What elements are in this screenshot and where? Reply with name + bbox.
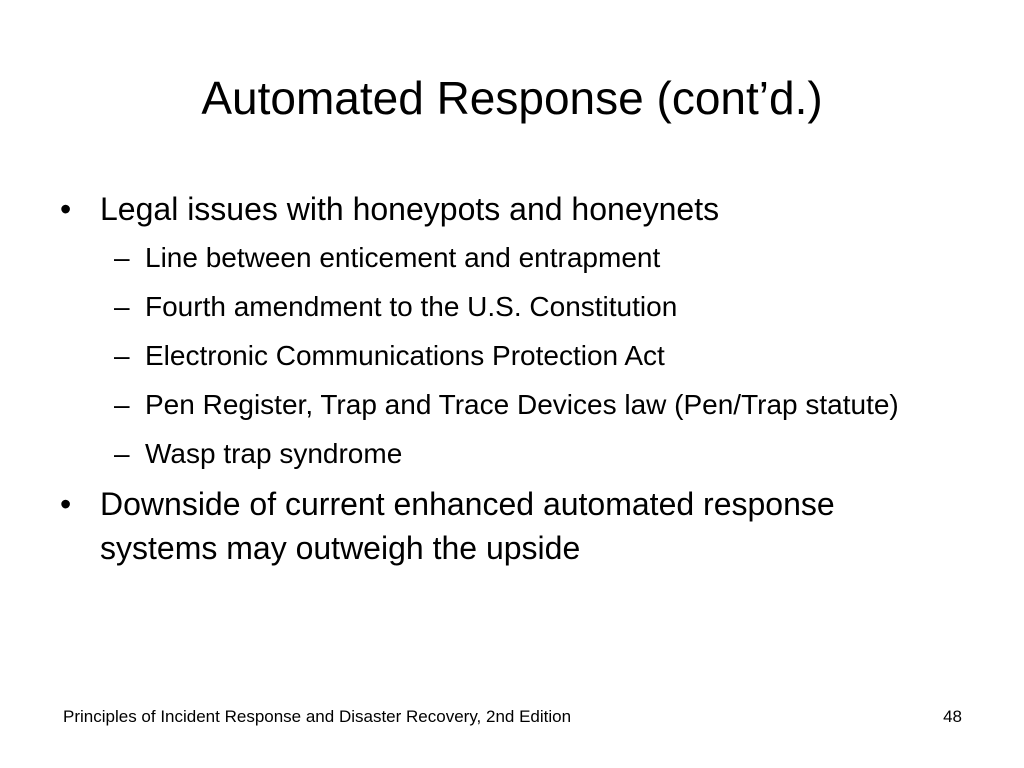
sub-bullet-text: Fourth amendment to the U.S. Constitution <box>145 291 678 322</box>
sub-bullet-item <box>60 335 960 376</box>
sub-bullet-list <box>60 237 960 474</box>
sub-bullet-item <box>60 433 960 474</box>
footer-book-title: Principles of Incident Response and Disaster Recovery, 2nd Edition <box>63 707 572 726</box>
sub-bullet-marker: – <box>114 242 130 273</box>
sub-bullet-item <box>60 286 960 327</box>
slide-content <box>60 187 960 570</box>
bullet-marker: • <box>60 486 72 522</box>
sub-bullet-text: Wasp trap syndrome <box>145 438 403 469</box>
sub-bullet-marker: – <box>114 291 130 322</box>
sub-bullet-marker: – <box>114 438 130 469</box>
sub-bullet-marker: – <box>114 389 130 420</box>
sub-bullet-text: Pen Register, Trap and Trace Devices law (Pen/Trap statute) <box>145 389 899 420</box>
sub-bullet-marker: – <box>114 340 130 371</box>
slide-title: Automated Response (cont’d.) <box>201 72 823 124</box>
bullet-item <box>60 482 960 570</box>
footer-page-number: 48 <box>943 707 962 726</box>
bullet-text: Legal issues with honeypots and honeynets <box>100 191 720 227</box>
bullet-item <box>60 187 960 231</box>
bullet-text: Downside of current enhanced automated response systems may outweigh the upside <box>100 486 835 566</box>
sub-bullet-item <box>60 237 960 278</box>
sub-bullet-text: Line between enticement and entrapment <box>145 242 661 273</box>
sub-bullet-item <box>60 384 960 425</box>
sub-bullet-text: Electronic Communications Protection Act <box>145 340 665 371</box>
bullet-marker: • <box>60 191 72 227</box>
